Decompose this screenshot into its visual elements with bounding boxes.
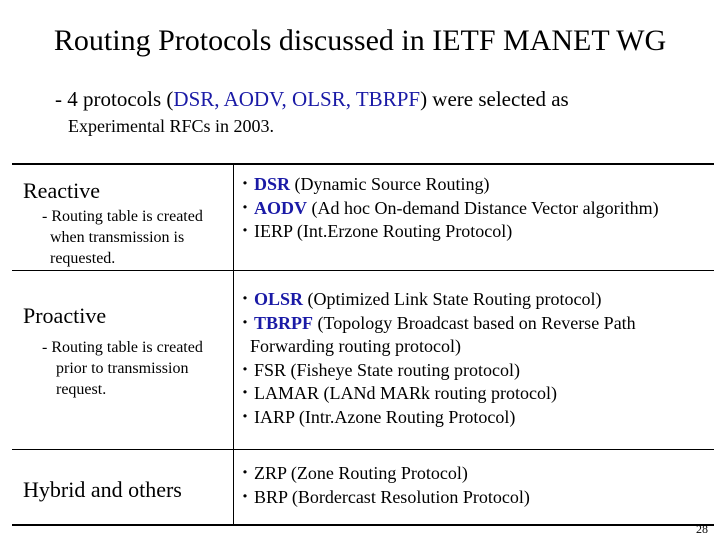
protocol-name: TBRPF bbox=[254, 312, 314, 333]
description-line: when transmission is bbox=[50, 229, 185, 246]
intro-suffix: ) were selected as bbox=[420, 87, 569, 111]
protocol-item-continuation bbox=[236, 335, 636, 359]
bullet: ・ bbox=[236, 406, 254, 427]
bullet: ・ bbox=[236, 221, 254, 241]
protocol-table bbox=[12, 163, 714, 526]
description-line: request. bbox=[56, 381, 107, 398]
row-divider bbox=[12, 270, 714, 271]
category-proactive: Proactive bbox=[23, 303, 107, 328]
protocol-text: BRP (Bordercast Resolution Protocol) bbox=[254, 486, 530, 507]
protocol-item bbox=[236, 288, 636, 312]
protocol-text: IARP (Intr.Azone Routing Protocol) bbox=[254, 406, 516, 427]
protocol-item bbox=[236, 406, 636, 430]
category-hybrid: Hybrid and others bbox=[23, 477, 182, 502]
bullet: ・ bbox=[236, 174, 254, 194]
bullet: ・ bbox=[236, 289, 254, 309]
protocol-item bbox=[236, 173, 659, 197]
protocol-text: FSR (Fisheye State routing protocol) bbox=[254, 359, 520, 380]
description-line: - Routing table is created bbox=[42, 208, 203, 225]
intro-line-2: Experimental RFCs in 2003. bbox=[68, 116, 274, 136]
intro-prefix: - 4 protocols ( bbox=[55, 87, 174, 111]
protocol-name: AODV bbox=[254, 197, 307, 218]
protocol-text: IERP (Int.Erzone Routing Protocol) bbox=[254, 221, 513, 241]
description-line: prior to transmission bbox=[56, 360, 189, 377]
protocol-name: OLSR bbox=[254, 289, 304, 309]
protocol-item bbox=[236, 359, 636, 383]
protocol-item bbox=[236, 312, 636, 336]
protocol-item bbox=[236, 197, 659, 221]
hybrid-protocol-list bbox=[236, 462, 530, 509]
description-line: requested. bbox=[50, 250, 116, 267]
proactive-protocol-list bbox=[236, 288, 636, 429]
protocol-item bbox=[236, 220, 659, 244]
bullet: ・ bbox=[236, 197, 254, 218]
protocol-item bbox=[236, 382, 636, 406]
protocol-name: DSR bbox=[254, 174, 291, 194]
proactive-description bbox=[42, 337, 203, 400]
bullet: ・ bbox=[236, 486, 254, 507]
intro-line bbox=[55, 87, 569, 112]
page-number: 28 bbox=[696, 522, 708, 536]
protocol-text: (Optimized Link State Routing protocol) bbox=[303, 289, 602, 309]
protocol-item bbox=[236, 486, 530, 510]
category-reactive: Reactive bbox=[23, 178, 100, 203]
protocol-text: (Dynamic Source Routing) bbox=[290, 174, 490, 194]
bullet: ・ bbox=[236, 463, 254, 483]
reactive-protocol-list bbox=[236, 173, 659, 244]
protocol-text: LAMAR (LANd MARk routing protocol) bbox=[254, 383, 557, 403]
protocol-text: (Ad hoc On-demand Distance Vector algorithm) bbox=[307, 197, 659, 218]
protocol-text: ZRP (Zone Routing Protocol) bbox=[254, 463, 468, 483]
row-divider bbox=[12, 449, 714, 450]
protocol-text: Forwarding routing protocol) bbox=[250, 336, 461, 356]
bullet: ・ bbox=[236, 312, 254, 333]
reactive-description bbox=[42, 206, 203, 269]
bullet: ・ bbox=[236, 383, 254, 403]
protocol-item bbox=[236, 462, 530, 486]
intro-highlighted-protocols: DSR, AODV, OLSR, TBRPF bbox=[173, 87, 421, 111]
description-line: - Routing table is created bbox=[42, 339, 203, 356]
bullet: ・ bbox=[236, 359, 254, 380]
slide-title: Routing Protocols discussed in IETF MANET WG bbox=[53, 24, 667, 57]
column-divider bbox=[233, 165, 234, 524]
protocol-text: (Topology Broadcast based on Reverse Path bbox=[313, 312, 636, 333]
